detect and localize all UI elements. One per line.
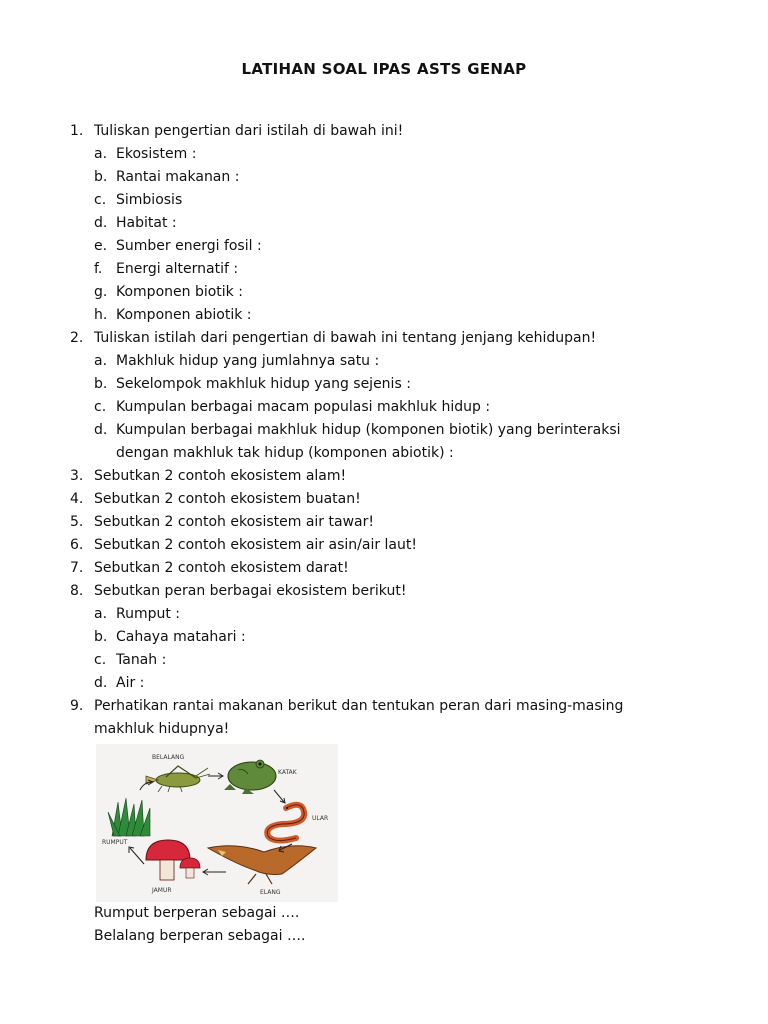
item-text: Kumpulan berbagai makhluk hidup (komponen biotik) yang berinteraksi <box>116 422 621 438</box>
grasshopper-icon <box>146 766 210 792</box>
answer-line-2: Belalang berperan sebagai …. <box>94 928 306 944</box>
question-text: Sebutkan 2 contoh ekosistem darat! <box>94 560 349 576</box>
grass-icon <box>108 798 150 836</box>
question-number: 7. <box>70 560 84 576</box>
item-label: c. <box>94 399 107 415</box>
snake-icon <box>267 805 304 841</box>
list-item <box>0 603 768 625</box>
item-text: Kumpulan berbagai macam populasi makhluk hidup : <box>116 399 491 415</box>
item-text: Tanah : <box>116 652 167 668</box>
list-item <box>0 281 768 303</box>
item-label: h. <box>94 307 108 323</box>
food-chain-figure <box>96 744 338 902</box>
arrow-icon <box>274 790 285 803</box>
question-number: 9. <box>70 698 84 714</box>
item-text: Rantai makanan : <box>116 169 240 185</box>
list-item <box>0 304 768 326</box>
answer-line-1: Rumput berperan sebagai …. <box>94 905 300 921</box>
list-item <box>0 373 768 395</box>
question-text: Sebutkan peran berbagai ekosistem berikut! <box>94 583 407 599</box>
question-7 <box>0 557 768 579</box>
question-number: 1. <box>70 123 84 139</box>
list-item <box>0 649 768 671</box>
label-belalang: BELALANG <box>152 754 185 761</box>
item-label: c. <box>94 652 107 668</box>
item-text: Komponen abiotik : <box>116 307 252 323</box>
item-label: a. <box>94 606 108 622</box>
list-item <box>0 143 768 165</box>
list-item <box>0 672 768 694</box>
question-text: Tuliskan istilah dari pengertian di bawah ini tentang jenjang kehidupan! <box>94 330 597 346</box>
question-number: 6. <box>70 537 84 553</box>
list-item <box>0 235 768 257</box>
question-9-continuation <box>0 718 768 740</box>
list-item <box>0 419 768 441</box>
item-label: c. <box>94 192 107 208</box>
list-item <box>0 626 768 648</box>
label-ular: ULAR <box>312 815 329 822</box>
label-katak: KATAK <box>278 769 297 776</box>
item-label: d. <box>94 215 108 231</box>
item-text: Sumber energi fosil : <box>116 238 262 254</box>
frog-icon <box>224 760 276 794</box>
item-text: Makhluk hidup yang jumlahnya satu : <box>116 353 380 369</box>
item-text: Simbiosis <box>116 192 183 208</box>
question-text: Sebutkan 2 contoh ekosistem buatan! <box>94 491 361 507</box>
question-text: Sebutkan 2 contoh ekosistem air asin/air laut! <box>94 537 417 553</box>
question-number: 4. <box>70 491 84 507</box>
question-8 <box>0 580 768 602</box>
arrow-icon <box>208 773 223 779</box>
item-label: b. <box>94 629 108 645</box>
list-item <box>0 189 768 211</box>
list-item <box>0 258 768 280</box>
item-text: Air : <box>116 675 145 691</box>
question-4 <box>0 488 768 510</box>
item-text: Cahaya matahari : <box>116 629 246 645</box>
item-text: Habitat : <box>116 215 177 231</box>
question-number: 5. <box>70 514 84 530</box>
question-3 <box>0 465 768 487</box>
question-2 <box>0 327 768 349</box>
question-text: Perhatikan rantai makanan berikut dan tentukan peran dari masing-masing <box>94 698 624 714</box>
list-item <box>0 212 768 234</box>
arrow-icon <box>203 869 226 875</box>
question-number: 8. <box>70 583 84 599</box>
list-item <box>0 166 768 188</box>
food-chain-illustration <box>96 744 338 902</box>
question-number: 3. <box>70 468 84 484</box>
item-text: Komponen biotik : <box>116 284 243 300</box>
label-elang: ELANG <box>260 889 281 896</box>
item-label: d. <box>94 675 108 691</box>
question-number: 2. <box>70 330 84 346</box>
label-jamur: JAMUR <box>152 887 172 894</box>
item-label: b. <box>94 169 108 185</box>
list-item <box>0 350 768 372</box>
item-text: Rumput : <box>116 606 181 622</box>
question-text: Tuliskan pengertian dari istilah di bawah ini! <box>94 123 404 139</box>
question-text: Sebutkan 2 contoh ekosistem alam! <box>94 468 347 484</box>
item-label: d. <box>94 422 108 438</box>
item-text: Sekelompok makhluk hidup yang sejenis : <box>116 376 411 392</box>
item-label: f. <box>94 261 103 277</box>
item-label: b. <box>94 376 108 392</box>
item-text: Energi alternatif : <box>116 261 239 277</box>
question-1 <box>0 120 768 142</box>
label-rumput: RUMPUT <box>102 839 128 846</box>
item-label: a. <box>94 353 108 369</box>
question-6 <box>0 534 768 556</box>
question-text: makhluk hidupnya! <box>94 721 230 737</box>
list-item-continuation <box>0 442 768 464</box>
list-item <box>0 396 768 418</box>
question-text: Sebutkan 2 contoh ekosistem air tawar! <box>94 514 374 530</box>
item-text: dengan makhluk tak hidup (komponen abiotik) : <box>116 445 454 461</box>
page-title: LATIHAN SOAL IPAS ASTS GENAP <box>241 60 527 78</box>
question-5 <box>0 511 768 533</box>
question-9 <box>0 695 768 717</box>
item-label: a. <box>94 146 108 162</box>
item-label: e. <box>94 238 108 254</box>
item-label: g. <box>94 284 108 300</box>
item-text: Ekosistem : <box>116 146 197 162</box>
eagle-icon <box>208 846 316 884</box>
mushroom-icon <box>146 840 200 880</box>
arrow-icon <box>129 847 144 864</box>
